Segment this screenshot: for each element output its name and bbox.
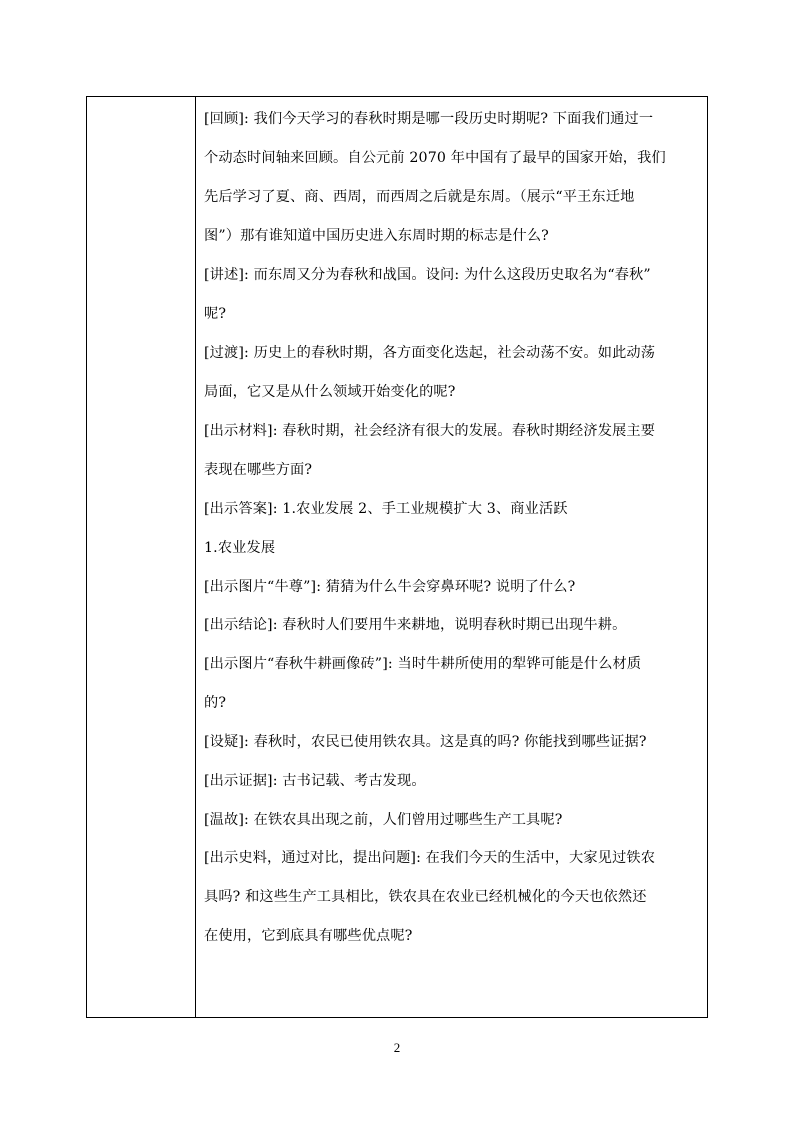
text-line: 表现在哪些方面? [204, 462, 313, 478]
text-line: [出示证据]: 古书记载、考古发现。 [204, 773, 426, 789]
text-line: [出示材料]: 春秋时期，社会经济有很大的发展。春秋时期经济发展主要 [204, 423, 656, 439]
text-line: [出示图片“牛尊”]: 猜猜为什么牛会穿鼻环呢? 说明了什么? [204, 579, 576, 595]
text-line: [出示图片“春秋牛耕画像砖”]: 当时牛耕所使用的犁铧可能是什么材质 [204, 656, 642, 672]
text-line: 图”）那有谁知道中国历史进入东周时期的标志是什么? [204, 228, 549, 244]
text-line: [出示史料，通过对比，提出问题]: 在我们今天的生活中，大家见过铁农 [204, 850, 656, 866]
text-line: [出示结论]: 春秋时人们要用牛来耕地，说明春秋时期已出现牛耕。 [204, 617, 627, 633]
lesson-table [86, 96, 708, 1018]
text-line: [回顾]: 我们今天学习的春秋时期是哪一段历史时期呢? 下面我们通过一 [204, 111, 654, 127]
text-line: 具吗? 和这些生产工具相比，铁农具在农业已经机械化的今天也依然还 [204, 889, 647, 905]
text-line: 个动态时间轴来回顾。自公元前 2070 年中国有了最早的国家开始，我们 [204, 150, 666, 166]
text-line: 在使用，它到底具有哪些优点呢? [204, 928, 413, 944]
text-line: 1.农业发展 [204, 540, 276, 556]
text-line: 呢? [204, 306, 227, 322]
table-content-cell [197, 97, 707, 1017]
text-line: 局面，它又是从什么领域开始变化的呢? [204, 384, 456, 400]
text-line: [温故]: 在铁农具出现之前，人们曾用过哪些生产工具呢? [204, 812, 563, 828]
text-line: [讲述]: 而东周又分为春秋和战国。设问: 为什么这段历史取名为“春秋” [204, 267, 651, 283]
text-line: 的? [204, 695, 227, 711]
text-line: [设疑]: 春秋时，农民已使用铁农具。这是真的吗? 你能找到哪些证据? [204, 734, 647, 750]
text-line: [过渡]: 历史上的春秋时期，各方面变化迭起，社会动荡不安。如此动荡 [204, 345, 656, 361]
text-line: [出示答案]: 1.农业发展 2、手工业规模扩大 3、商业活跃 [204, 501, 568, 517]
text-line: 先后学习了夏、商、西周，而西周之后就是东周。（展示“平王东迁地 [204, 189, 635, 205]
page-number: 2 [393, 1040, 401, 1055]
table-left-cell [87, 97, 196, 1017]
